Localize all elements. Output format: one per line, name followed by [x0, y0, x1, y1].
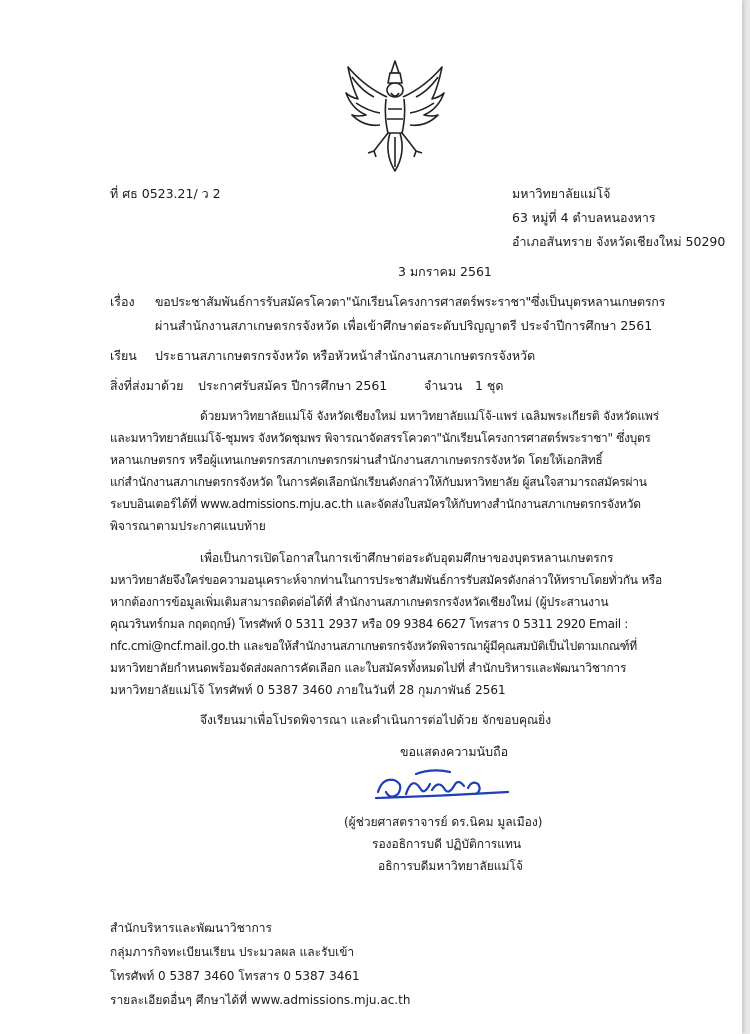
address-line-1: 63 หมู่ที่ 4 ตำบลหนองหาร: [512, 210, 656, 225]
subject-line-2: ผ่านสำนักงานสภาเกษตรกรจังหวัด เพื่อเข้าศึกษาต่อระดับปริญญาตรี ประจำปีการศึกษา 2561: [155, 318, 653, 333]
enclosure-text: ประกาศรับสมัคร ปีการศึกษา 2561: [198, 378, 388, 393]
enclosure-qty-label: จำนวน: [424, 378, 463, 393]
footer-phone: โทรศัพท์ 0 5387 3460 โทรสาร 0 5387 3461: [110, 969, 360, 983]
footer-division: กลุ่มภารกิจทะเบียนเรียน ประมวลผล และรับเข้า: [110, 945, 355, 959]
handwritten-signature-icon: [372, 766, 512, 806]
signatory-position-1: รองอธิการบดี ปฏิบัติการแทน: [372, 837, 522, 851]
paragraph1-line: ด้วยมหาวิทยาลัยแม่โจ้ จังหวัดเชียงใหม่ มหาวิทยาลัยแม่โจ้-แพร่ เฉลิมพระเกียรติ จังหวัดแพร่: [200, 409, 659, 423]
letter-date: 3 มกราคม 2561: [398, 264, 492, 279]
university-name: มหาวิทยาลัยแม่โจ้: [512, 186, 611, 201]
paragraph2-line: คุณวรินทร์กมล กฤตฤกษ์) โทรศัพท์ 0 5311 2937 หรือ 09 9384 6627 โทรสาร 0 5311 2920 Email :: [110, 617, 629, 631]
paragraph1-line: หลานเกษตรกร หรือผู้แทนเกษตรกรสภาเกษตรกรผ่านสำนักงานสภาเกษตรกรจังหวัด โดยให้เอกสิทธิ์: [110, 453, 603, 467]
paragraph2-line: มหาวิทยาลัยแม่โจ้ โทรศัพท์ 0 5387 3460 ภายในวันที่ 28 กุมภาพันธ์ 2561: [110, 683, 506, 697]
signatory-position-2: อธิการบดีมหาวิทยาลัยแม่โจ้: [378, 859, 523, 873]
paragraph1-line: แก่สำนักงานสภาเกษตรกรจังหวัด ในการคัดเลือกนักเรียนดังกล่าวให้กับมหาวิทยาลัย ผู้สนใจสามารถสมัครผ่าน: [110, 475, 647, 489]
recipient-label: เรียน: [110, 348, 137, 363]
paragraph1-line: และมหาวิทยาลัยแม่โจ้-ชุมพร จังหวัดชุมพร พิจารณาจัดสรรโควตา"นักเรียนโครงการศาสตร์พระราชา" ซึ่งบุตร: [110, 431, 651, 445]
address-line-2: อำเภอสันทราย จังหวัดเชียงใหม่ 50290: [512, 234, 726, 249]
recipient-text: ประธานสภาเกษตรกรจังหวัด หรือหัวหน้าสำนักงานสภาเกษตรกรจังหวัด: [155, 348, 536, 363]
paragraph2-line: nfc.cmi@ncf.mail.go.th และขอให้สำนักงานสภาเกษตรกรจังหวัดพิจารณาผู้มีคุณสมบัติเป็นไปตามเกณฑ์ที่: [110, 639, 637, 653]
paragraph2-line: หากต้องการข้อมูลเพิ่มเติมสามารถติดต่อได้ที่ สำนักงานสภาเกษตรกรจังหวัดเชียงใหม่ (ผู้ประสานงาน: [110, 595, 609, 609]
paragraph1-line: พิจารณาตามประกาศแนบท้าย: [110, 519, 266, 533]
subject-label: เรื่อง: [110, 294, 135, 309]
paragraph2-line: มหาวิทยาลัยจึงใคร่ขอความอนุเคราะห์จากท่านในการประชาสัมพันธ์การรับสมัครดังกล่าวให้ทราบโดยทั่วกัน หรือ: [110, 573, 662, 587]
signatory-name: (ผู้ช่วยศาสตราจารย์ ดร.นิคม มูลเมือง): [344, 815, 543, 829]
salutation: ขอแสดงความนับถือ: [400, 744, 509, 759]
enclosure-label: สิ่งที่ส่งมาด้วย: [110, 378, 184, 393]
footer-website: รายละเอียดอื่นๆ ศึกษาได้ที่ www.admissions.mju.ac.th: [110, 993, 411, 1007]
paragraph1-line: ระบบอินเตอร์ได้ที่ www.admissions.mju.ac.th และจัดส่งใบสมัครให้กับทางสำนักงานสภาเกษตรกรจังหวัด: [110, 497, 641, 511]
subject-line-1: ขอประชาสัมพันธ์การรับสมัครโควตา"นักเรียนโครงการศาสตร์พระราชา"ซึ่งเป็นบุตรหลานเกษตรกร: [155, 294, 666, 309]
garuda-emblem-icon: [340, 57, 450, 177]
paragraph2-line: มหาวิทยาลัยกำหนดพร้อมจัดส่งผลการคัดเลือก และใบสมัครทั้งหมดไปที่ สำนักบริหารและพัฒนาวิชาการ: [110, 661, 627, 675]
footer-office: สำนักบริหารและพัฒนาวิชาการ: [110, 921, 272, 935]
reference-number: ที่ ศธ 0523.21/ ว 2: [110, 186, 221, 201]
enclosure-qty-value: 1 ชุด: [475, 378, 504, 393]
closing-text: จึงเรียนมาเพื่อโปรดพิจารณา และดำเนินการต่อไปด้วย จักขอบคุณยิ่ง: [200, 713, 552, 727]
paragraph2-line: เพื่อเป็นการเปิดโอกาสในการเข้าศึกษาต่อระดับอุดมศึกษาของบุตรหลานเกษตรกร: [200, 551, 614, 565]
